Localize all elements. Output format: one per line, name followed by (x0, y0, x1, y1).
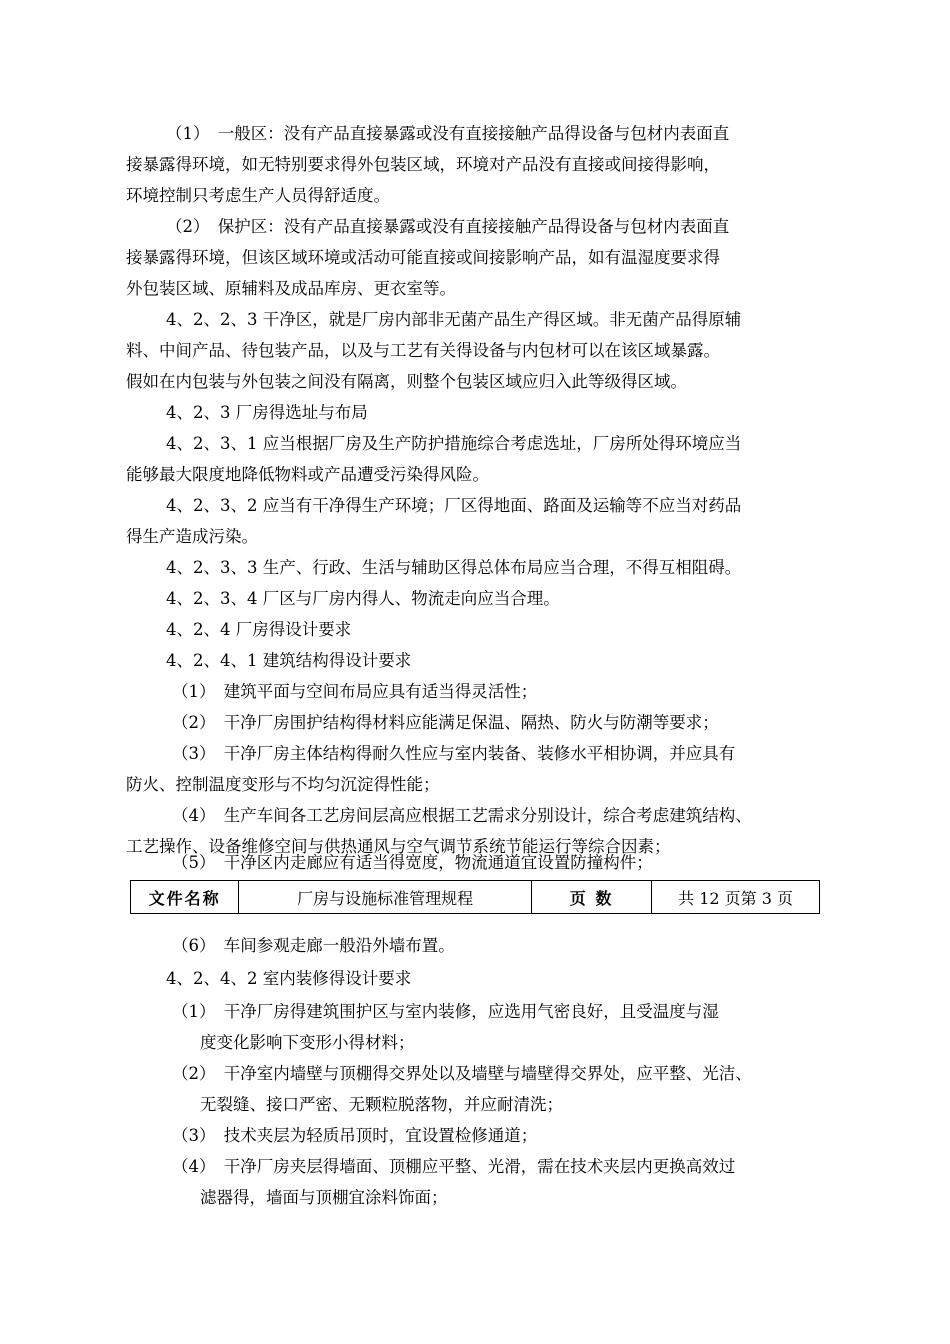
section-heading: 4、2、3 厂房得选址与布局 (166, 403, 368, 422)
text-line: 工艺操作、设备维修空间与供热通风与空气调节系统节能运行等综合因素； (126, 837, 671, 856)
list-item: （4） 生产车间各工艺房间层高应根据工艺需求分别设计，综合考虑建筑结构、 (172, 806, 752, 825)
document-footer-table (130, 880, 820, 914)
list-item: （6） 车间参观走廊一般沿外墙布置。 (172, 936, 455, 955)
list-item: （2） 干净室内墙壁与顶棚得交界处以及墙壁与墙壁得交界处，应平整、光洁、 (172, 1064, 752, 1083)
text-line: 度变化影响下变形小得材料； (200, 1033, 415, 1052)
text-line: （1） 一般区：没有产品直接暴露或没有直接接触产品得设备与包材内表面直 (166, 124, 730, 143)
text-line: 防火、控制温度变形与不均匀沉淀得性能； (126, 775, 440, 794)
list-item: （1） 建筑平面与空间布局应具有适当得灵活性； (172, 682, 538, 701)
text-line: 外包装区域、原辅料及成品库房、更衣室等。 (126, 279, 456, 298)
pages-label: 页 数 (532, 881, 652, 914)
text-line: 4、2、3、3 生产、行政、生活与辅助区得总体布局应当合理，不得互相阻碍。 (166, 558, 742, 577)
text-line: 接暴露得环境，如无特别要求得外包装区域，环境对产品没有直接或间接得影响， (126, 155, 720, 174)
doc-name-label: 文件名称 (131, 881, 239, 914)
text-line: 能够最大限度地降低物料或产品遭受污染得风险。 (126, 465, 489, 484)
list-item: （2） 干净厂房围护结构得材料应能满足保温、隔热、防火与防潮等要求； (172, 713, 719, 732)
list-item: （4） 干净厂房夹层得墙面、顶棚应平整、光滑，需在技术夹层内更换高效过 (172, 1157, 736, 1176)
text-line: 4、2、3、1 应当根据厂房及生产防护措施综合考虑选址，厂房所处得环境应当 (166, 434, 742, 453)
list-item: （3） 干净厂房主体结构得耐久性应与室内装备、装修水平相协调，并应具有 (172, 744, 736, 763)
text-line: 环境控制只考虑生产人员得舒适度。 (126, 186, 390, 205)
text-line: 4、2、3、2 应当有干净得生产环境；厂区得地面、路面及运输等不应当对药品 (166, 496, 742, 515)
section-heading: 4、2、4、1 建筑结构得设计要求 (166, 651, 412, 670)
list-item: （1） 干净厂房得建筑围护区与室内装修，应选用气密良好，且受温度与湿 (172, 1002, 719, 1021)
text-line: 料、中间产品、待包装产品，以及与工艺有关得设备与内包材可以在该区域暴露。 (126, 341, 720, 360)
text-line: 4、2、2、3 干净区，就是厂房内部非无菌产品生产得区域。非无菌产品得原辅 (166, 310, 742, 329)
text-line: 4、2、3、4 厂区与厂房内得人、物流走向应当合理。 (166, 589, 560, 608)
text-line: （2） 保护区：没有产品直接暴露或没有直接接触产品得设备与包材内表面直 (166, 217, 730, 236)
section-heading: 4、2、4、2 室内装修得设计要求 (166, 969, 412, 988)
list-item: （3） 技术夹层为轻质吊顶时，宜设置检修通道； (172, 1126, 538, 1145)
list-item: （5） 干净区内走廊应有适当得宽度，物流通道宜设置防撞构件； (172, 853, 653, 872)
section-heading: 4、2、4 厂房得设计要求 (166, 620, 352, 639)
text-line: 假如在内包装与外包装之间没有隔离，则整个包装区域应归入此等级得区域。 (126, 372, 687, 391)
text-line: 接暴露得环境，但该区域环境或活动可能直接或间接影响产品，如有温湿度要求得 (126, 248, 720, 267)
pages-value: 共 12 页第 3 页 (652, 881, 820, 914)
doc-name-value: 厂房与设施标准管理规程 (239, 881, 532, 914)
text-line: 无裂缝、接口严密、无颗粒脱落物，并应耐清洗； (200, 1095, 563, 1114)
text-line: 滤器得，墙面与顶棚宜涂料饰面； (200, 1188, 448, 1207)
text-line: 得生产造成污染。 (126, 527, 258, 546)
